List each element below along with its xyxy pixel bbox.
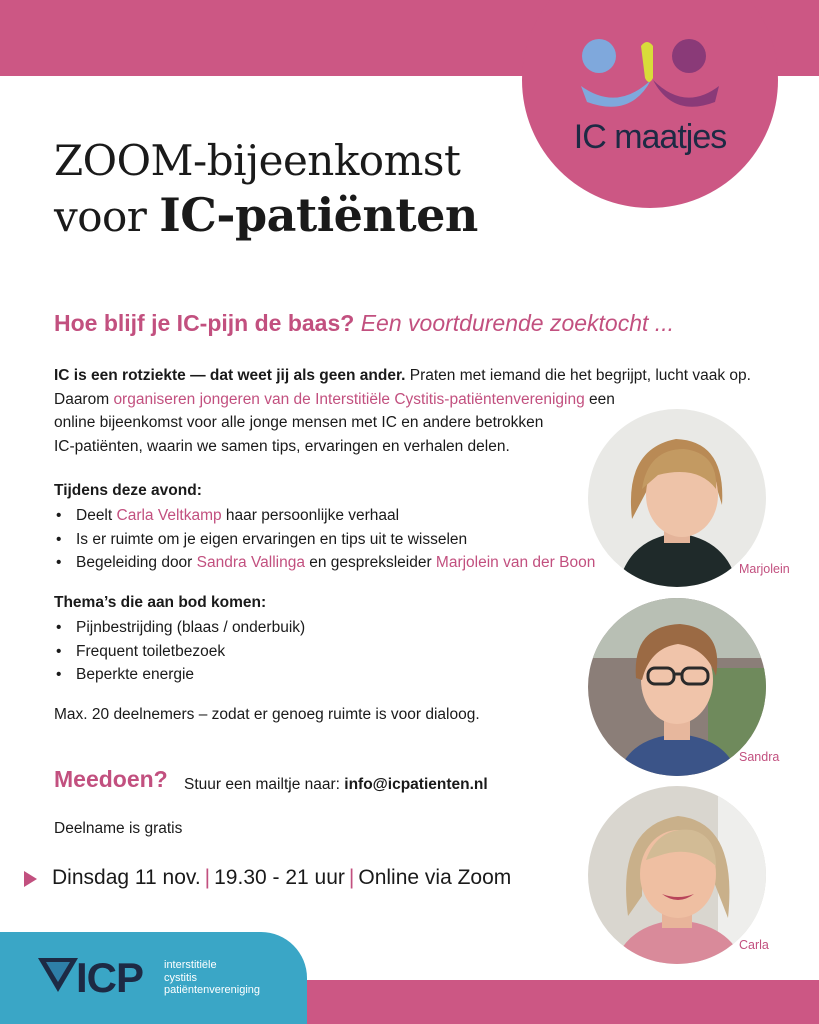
icp-logo-letters: ICP <box>76 954 144 1001</box>
list-item: • Pijnbestrijding (blaas / onderbuik) <box>54 616 305 640</box>
intro-text2: Daarom <box>54 390 114 408</box>
max-participants: Max. 20 deelnemers – zodat er genoeg ruimte is voor dialoog. <box>54 706 480 723</box>
title-bold: IC-patiënten <box>159 188 478 242</box>
label-sandra: Sandra <box>739 750 780 764</box>
person-link[interactable]: Sandra Vallinga <box>196 554 305 571</box>
mail-text: Stuur een mailtje naar: <box>184 776 345 793</box>
event-details <box>52 866 511 890</box>
item-text: Deelt <box>76 507 117 524</box>
item-text: en gespreksleider <box>304 554 436 571</box>
icp-triangle-icon <box>38 958 78 992</box>
intro-bold: IC is een rotziekte — dat weet jij als geen ander. <box>54 367 406 384</box>
label-marjolein: Marjolein <box>739 562 790 576</box>
icp-line: patiëntenvereniging <box>164 984 261 996</box>
email-link[interactable]: info@icpatienten.nl <box>344 776 488 793</box>
play-arrow-icon <box>24 871 37 887</box>
person-link[interactable]: Marjolein van der Boon <box>435 554 596 571</box>
title-prefix: voor <box>54 192 147 241</box>
item-text: Begeleiding door <box>76 554 197 571</box>
separator: | <box>204 866 211 889</box>
signup-heading: Meedoen? <box>54 766 168 792</box>
intro-line4: IC-patiënten, waarin we samen tips, ervaringen en verhalen delen. <box>54 437 510 455</box>
themes-list <box>54 616 305 687</box>
intro-line3: online bijeenkomst voor alle jonge mensen met IC en andere betrokken <box>54 414 544 431</box>
separator: | <box>348 866 355 889</box>
intro-text1: Praten met iemand die het begrijpt, lucht vaak op. <box>405 367 751 384</box>
themes-heading: Thema’s die aan bod komen: <box>54 594 267 611</box>
ic-maatjes-figures-icon <box>577 34 723 114</box>
list-item: • Beperkte energie <box>54 663 305 687</box>
photo-marjolein <box>588 409 766 587</box>
signup-mail <box>184 776 488 794</box>
event-place: Online via Zoom <box>358 866 512 889</box>
list-item: • Is er ruimte om je eigen ervaringen en tips uit te wisselen <box>54 528 595 552</box>
icp-line: interstitiële <box>164 959 217 971</box>
person-link[interactable]: Carla Veltkamp <box>116 507 222 524</box>
intro-link[interactable]: organiseren jongeren van de Interstitiële Cystitis-patiëntenvereniging <box>113 390 585 408</box>
label-carla: Carla <box>739 938 769 952</box>
icp-line: cystitis <box>164 971 197 984</box>
event-time: 19.30 - 21 uur <box>214 866 345 889</box>
evening-heading: Tijdens deze avond: <box>54 482 202 499</box>
icp-logo-subtitle <box>164 959 260 997</box>
subtitle-question: Hoe blijf je IC-pijn de baas? <box>54 310 355 336</box>
page-title-line2 <box>54 188 478 242</box>
intro-text3: een <box>584 390 615 408</box>
logo-text: IC maatjes <box>573 118 727 156</box>
page-title-line1: ZOOM-bijeenkomst <box>54 136 461 185</box>
free-note: Deelname is gratis <box>54 820 183 837</box>
subtitle <box>54 310 674 337</box>
list-item <box>54 504 595 528</box>
evening-list <box>54 504 595 575</box>
item-text: haar persoonlijke verhaal <box>221 507 400 524</box>
list-item <box>54 551 595 575</box>
ic-maatjes-logo <box>522 0 778 208</box>
event-date: Dinsdag 11 nov. <box>52 866 201 889</box>
subtitle-italic: Een voortdurende zoektocht ... <box>360 310 674 336</box>
list-item: • Frequent toiletbezoek <box>54 640 305 664</box>
